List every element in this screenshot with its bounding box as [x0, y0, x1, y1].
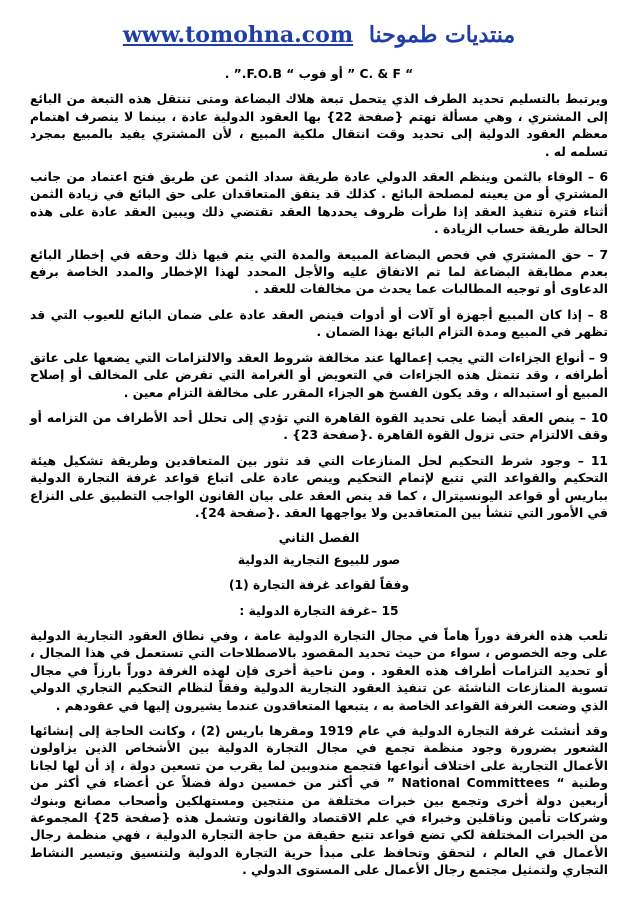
paragraph-10-force-majeure: 10 – ينص العقد أيضا على تحديد القوة القاهرة التي تؤدي إلى تحلل أحد الأطراف من التزامه أو وقف الالتزام حتى تزول القوة القاهرة .{صفحة 23} .	[30, 410, 608, 443]
document-body	[30, 66, 608, 888]
paragraph-11-arbitration: 11 – وجود شرط التحكيم لحل المنازعات التي قد تثور بين المتعاقدين وطريقة تشكيل هيئة التحكيم والقواعد التي تتبع لإتمام التحكيم وينص عادة على اتباع قواعد غرفة التجارة الدولية بباريس أو قواعد اليونسيترال ، كما قد ينص العقد على بيان القانون الواجب التطبيق على النزاع في الأمور التي تنشأ بين المتعاقدين ولا يواجهها العقد .{صفحة 24}.	[30, 453, 608, 520]
paragraph-15-history: وقد أنشئت غرفة التجارة الدولية في عام 1919 ومقرها باريس (2) ، وكانت الحاجة إلى إنشائها الشعور بضرورة وجود منظمة تجمع في مجال التجارة الدولية بين الأشخاص الذين يزاولون الأعمال التجارية على اختلاف أنواعها فتجمع مندوبين لما يقرب من تسعين دولة ، إذ أن لها لجانا وطنية “ National Committees ” في أكثر من خمسين دولة فضلاً عن أعضاء في أكثر من أربعين دولة أخرى وتجمع بين خبرات مختلفة من منتجين ومستهلكين وأصحاب مصانع وبنوك وشركات تأمين وناقلين وخبراء في علم الاقتصاد والقانون وتشمل هذه {صفحة 25} المجموعة من الخبرات المختلفة لكي تضع قواعد تتبع حقيقة من حاجة التجارة الدولية ، فهي منظمة رجال الأعمال في العالم ، لتحقق وتحافظ على مبدأ حرية التجارة الدولية ولتنسيق وتيسير النشاط التجاري ولتمثيل مجتمع رجال الأعمال على المستوى الدولي .	[30, 724, 609, 878]
paragraph-8-warranty: 8 – إذا كان المبيع أجهزة أو آلات أو أدوات فينص العقد عادة على ضمان البائع للعيوب التي قد تظهر في المبيع ومدة التزام البائع بهذا الضمان .	[30, 307, 608, 340]
incoterms-line: “ C. & F ” أو فوب “ F.O.B.” .	[224, 67, 414, 81]
chapter-subtitle: وفقاً لقواعد غرفة التجارة (1)	[228, 578, 410, 593]
chapter-heading: الفصل الثاني	[278, 531, 360, 546]
forum-name: منتديات طموحنا	[368, 22, 516, 48]
paragraph-9-penalties: 9 – أنواع الجزاءات التي يجب إعمالها عند مخالفة شروط العقد والالتزامات التي يضعها على عاتق أطرافه ، وقد تتمثل هذه الجزاءات في التعويض أو الغرامة التي تفرض على المخالف أو إصلاح المبيع أو استبداله ، وقد يكون الفسخ هو الجزاء المقرر على مخالفة التزام معين .	[30, 350, 608, 400]
paragraph-6-payment: 6 – الوفاء بالثمن وينظم العقد الدولي عادة طريقة سداد الثمن عن طريق فتح اعتماد من جانب المشتري أو من يعينه لمصلحة البائع . كذلك قد يتفق المتعاقدان على حق البائع في زيادة الثمن أثناء فترة تنفيذ العقد إذا طرأت ظروف يحددها العقد تقتضي ذلك ويبين العقد عادة على هذه الحالة طريقة حساب الزيادة .	[30, 170, 608, 237]
site-url-link[interactable]: www.tomohna.com	[122, 22, 354, 48]
paragraph-7-inspection: 7 – حق المشتري في فحص البضاعة المبيعة والمدة التي يتم فيها ذلك وحقه في إخطار البائع بعدم مطابقة البضاعة لما تم الاتفاق عليه والأجل المحدد لهذا الإخطار والمدد الخاصة برفع الدعاوى أو توجيه المطالبات عما يحدث من مخالفات للعقد .	[30, 247, 608, 297]
chapter-title: صور للبيوع التجارية الدولية	[237, 552, 401, 567]
section-15-heading: 15 –غرفة التجارة الدولية :	[239, 603, 399, 618]
paragraph-delivery-risk: ويرتبط بالتسليم تحديد الطرف الذي يتحمل تبعة هلاك البضاعة ومتى تنتقل هذه التبعة من البائع إلى المشتري ، وهي مسألة تهتم {صفحة 22} بها العقود الدولية عادة ، بينما لا ينصرف اهتمام معظم العقود الدولية إلى تحديد وقت انتقال ملكية المبيع ، لأن المشتري يفيد بالمبيع بمجرد تسلمه له .	[30, 92, 608, 159]
paragraph-15-role: تلعب هذه الغرفة دوراً هاماً في مجال التجارة الدولية عامة ، وفي نطاق العقود التجارية الدولية على وجه الخصوص ، سواء من حيث تحديد المقصود بالاصطلاحات التي تستعمل في هذا المجال ، أو تحديد التزامات أطراف هذه العقود . ومن ناحية أخرى فإن لهذه الغرفة دوراً بارزاً في مجال تسوية المنازعات الناشئة عن تنفيذ العقود التجارية الدولية وفقاً لنظام التحكيم التجاري الدولي الذي وضعت الغرفة القواعد الخاصة به ، يتبعها المتعاقدون عندما يشيرون إليها في عقودهم .	[30, 628, 608, 713]
page-header	[0, 22, 638, 48]
